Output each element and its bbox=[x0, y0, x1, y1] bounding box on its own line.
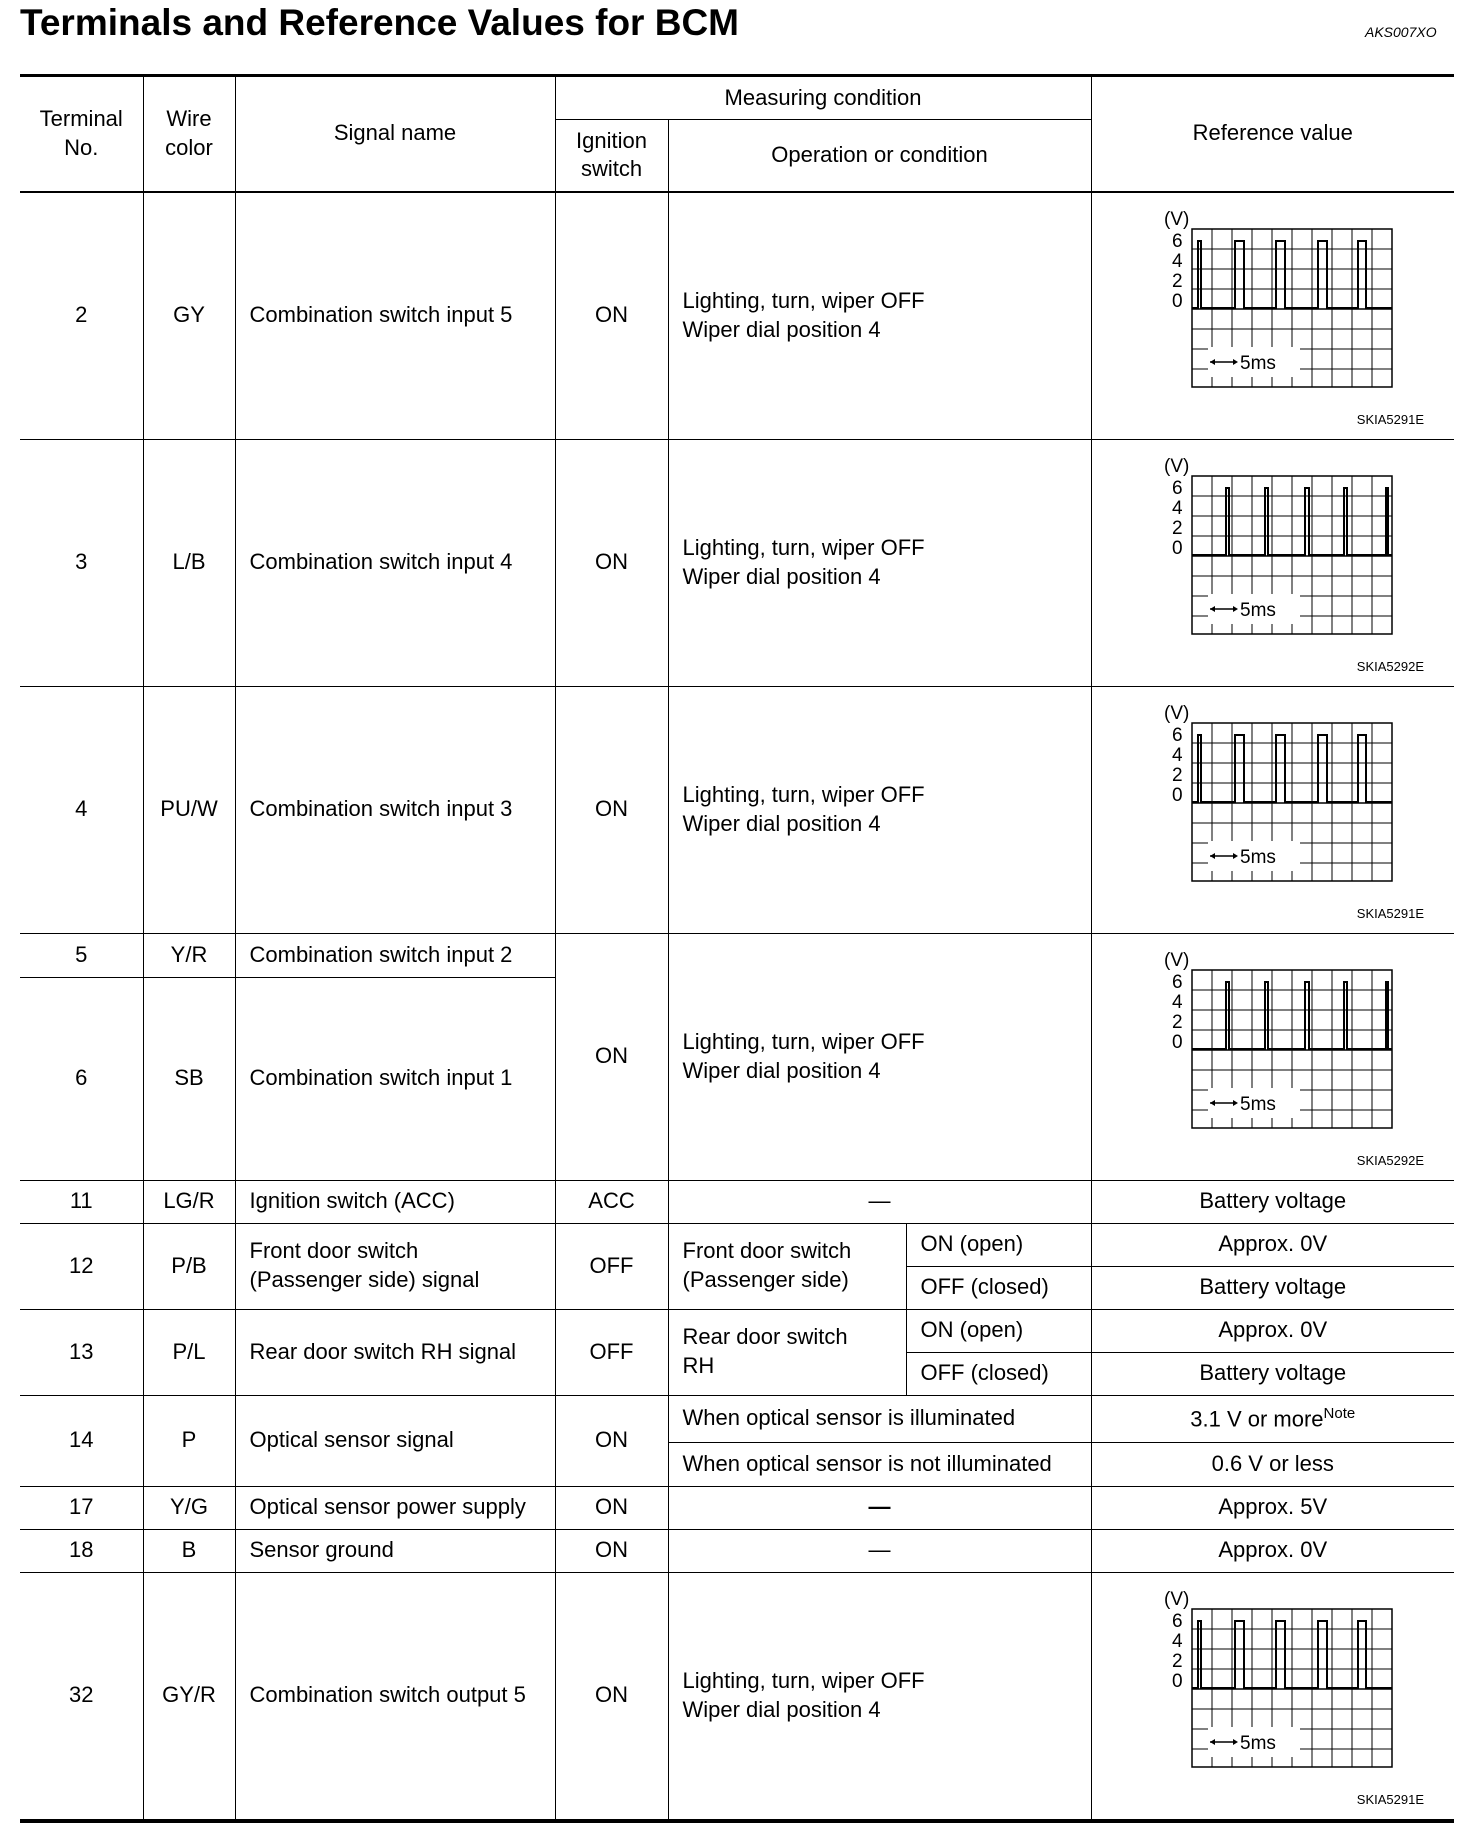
figure-code: SKIA5291E bbox=[1356, 1791, 1424, 1807]
signal-name: Ignition switch (ACC) bbox=[235, 1180, 555, 1223]
table-row bbox=[20, 192, 1454, 440]
note-marker: Note bbox=[1323, 1404, 1356, 1422]
operation-condition: — bbox=[668, 1529, 1091, 1572]
table-row bbox=[20, 1180, 1454, 1223]
switch-state: OFF (closed) bbox=[906, 1266, 1091, 1309]
operation-condition: Front door switch (Passenger side) bbox=[668, 1223, 906, 1309]
signal-name: Optical sensor power supply bbox=[235, 1486, 555, 1529]
operation-condition: — bbox=[668, 1486, 1091, 1529]
wire-color: B bbox=[143, 1529, 235, 1572]
waveform-chart bbox=[1152, 458, 1412, 648]
reference-value: Approx. 0V bbox=[1091, 1223, 1454, 1266]
reference-value: Battery voltage bbox=[1091, 1352, 1454, 1395]
terminal-no: 3 bbox=[20, 439, 143, 686]
reference-value: Approx. 0V bbox=[1091, 1309, 1454, 1352]
ignition-state: ON bbox=[555, 1395, 668, 1486]
figure-code: SKIA5292E bbox=[1356, 1152, 1424, 1168]
signal-name: Combination switch input 2 bbox=[235, 933, 555, 977]
operation-condition: Rear door switch RH bbox=[668, 1309, 906, 1395]
waveform-chart bbox=[1152, 211, 1412, 401]
terminal-no: 5 bbox=[20, 933, 143, 977]
operation-condition: Lighting, turn, wiper OFF Wiper dial position 4 bbox=[668, 686, 1091, 933]
table-row bbox=[20, 1486, 1454, 1529]
signal-name: Combination switch output 5 bbox=[235, 1572, 555, 1821]
signal-name: Combination switch input 1 bbox=[235, 977, 555, 1180]
figure-code: SKIA5291E bbox=[1356, 411, 1424, 427]
waveform-chart bbox=[1152, 1591, 1412, 1781]
operation-condition: Lighting, turn, wiper OFF Wiper dial position 4 bbox=[668, 1572, 1091, 1821]
ignition-state: ON bbox=[555, 1529, 668, 1572]
switch-state: OFF (closed) bbox=[906, 1352, 1091, 1395]
wire-color: PU/W bbox=[143, 686, 235, 933]
ignition-state: OFF bbox=[555, 1309, 668, 1395]
signal-name: Combination switch input 5 bbox=[235, 192, 555, 440]
ignition-state: ACC bbox=[555, 1180, 668, 1223]
reference-value: 0.6 V or less bbox=[1091, 1442, 1454, 1486]
reference-waveform bbox=[1091, 1572, 1454, 1821]
header-terminal: Terminal No. bbox=[20, 76, 143, 192]
table-row bbox=[20, 1572, 1454, 1821]
header-operation: Operation or condition bbox=[668, 120, 1091, 192]
terminal-no: 2 bbox=[20, 192, 143, 440]
operation-condition: When optical sensor is illuminated bbox=[668, 1395, 1091, 1442]
terminal-no: 17 bbox=[20, 1486, 143, 1529]
ignition-state: ON bbox=[555, 192, 668, 440]
table-row bbox=[20, 439, 1454, 686]
signal-name: Optical sensor signal bbox=[235, 1395, 555, 1486]
reference-waveform bbox=[1091, 686, 1454, 933]
signal-name: Front door switch (Passenger side) signal bbox=[235, 1223, 555, 1309]
wire-color: Y/R bbox=[143, 933, 235, 977]
wire-color: GY/R bbox=[143, 1572, 235, 1821]
table-row bbox=[20, 1395, 1454, 1442]
signal-name: Rear door switch RH signal bbox=[235, 1309, 555, 1395]
terminal-table bbox=[20, 74, 1454, 1823]
header-reference-value: Reference value bbox=[1091, 76, 1454, 192]
signal-name: Combination switch input 4 bbox=[235, 439, 555, 686]
reference-waveform bbox=[1091, 192, 1454, 440]
wire-color: SB bbox=[143, 977, 235, 1180]
ignition-state: ON bbox=[555, 1486, 668, 1529]
header-ignition-switch: Ignition switch bbox=[555, 120, 668, 192]
reference-value: Approx. 5V bbox=[1091, 1486, 1454, 1529]
reference-waveform bbox=[1091, 933, 1454, 1180]
figure-code: SKIA5292E bbox=[1356, 658, 1424, 674]
table-row bbox=[20, 1309, 1454, 1352]
terminal-no: 13 bbox=[20, 1309, 143, 1395]
header-wire-color: Wire color bbox=[143, 76, 235, 192]
ignition-state: ON bbox=[555, 439, 668, 686]
waveform-chart bbox=[1152, 952, 1412, 1142]
wire-color: Y/G bbox=[143, 1486, 235, 1529]
header-signal-name: Signal name bbox=[235, 76, 555, 192]
reference-value: Battery voltage bbox=[1091, 1180, 1454, 1223]
operation-condition: Lighting, turn, wiper OFF Wiper dial position 4 bbox=[668, 439, 1091, 686]
terminal-no: 14 bbox=[20, 1395, 143, 1486]
switch-state: ON (open) bbox=[906, 1309, 1091, 1352]
ignition-state: OFF bbox=[555, 1223, 668, 1309]
switch-state: ON (open) bbox=[906, 1223, 1091, 1266]
wire-color: P bbox=[143, 1395, 235, 1486]
terminal-no: 11 bbox=[20, 1180, 143, 1223]
terminal-no: 32 bbox=[20, 1572, 143, 1821]
terminal-no: 6 bbox=[20, 977, 143, 1180]
figure-code: SKIA5291E bbox=[1356, 905, 1424, 921]
ignition-state: ON bbox=[555, 933, 668, 1180]
reference-value: 3.1 V or more$^{Note}$ bbox=[1091, 1395, 1454, 1442]
wire-color: GY bbox=[143, 192, 235, 440]
signal-name: Combination switch input 3 bbox=[235, 686, 555, 933]
ignition-state: ON bbox=[555, 1572, 668, 1821]
document-code: AKS007XO bbox=[1365, 24, 1437, 40]
table-row bbox=[20, 933, 1454, 977]
signal-name: Sensor ground bbox=[235, 1529, 555, 1572]
header-measuring-condition: Measuring condition bbox=[555, 76, 1091, 120]
table-row bbox=[20, 686, 1454, 933]
ignition-state: ON bbox=[555, 686, 668, 933]
page-title: Terminals and Reference Values for BCM bbox=[20, 2, 739, 43]
wire-color: LG/R bbox=[143, 1180, 235, 1223]
terminal-no: 18 bbox=[20, 1529, 143, 1572]
table-row bbox=[20, 1529, 1454, 1572]
operation-condition: Lighting, turn, wiper OFF Wiper dial position 4 bbox=[668, 192, 1091, 440]
reference-value: Battery voltage bbox=[1091, 1266, 1454, 1309]
reference-waveform bbox=[1091, 439, 1454, 686]
operation-condition: Lighting, turn, wiper OFF Wiper dial position 4 bbox=[668, 933, 1091, 1180]
terminal-no: 12 bbox=[20, 1223, 143, 1309]
wire-color: P/L bbox=[143, 1309, 235, 1395]
table-row bbox=[20, 1223, 1454, 1266]
operation-condition: — bbox=[668, 1180, 1091, 1223]
operation-condition: When optical sensor is not illuminated bbox=[668, 1442, 1091, 1486]
wire-color: P/B bbox=[143, 1223, 235, 1309]
wire-color: L/B bbox=[143, 439, 235, 686]
reference-value: Approx. 0V bbox=[1091, 1529, 1454, 1572]
terminal-no: 4 bbox=[20, 686, 143, 933]
waveform-chart bbox=[1152, 705, 1412, 895]
